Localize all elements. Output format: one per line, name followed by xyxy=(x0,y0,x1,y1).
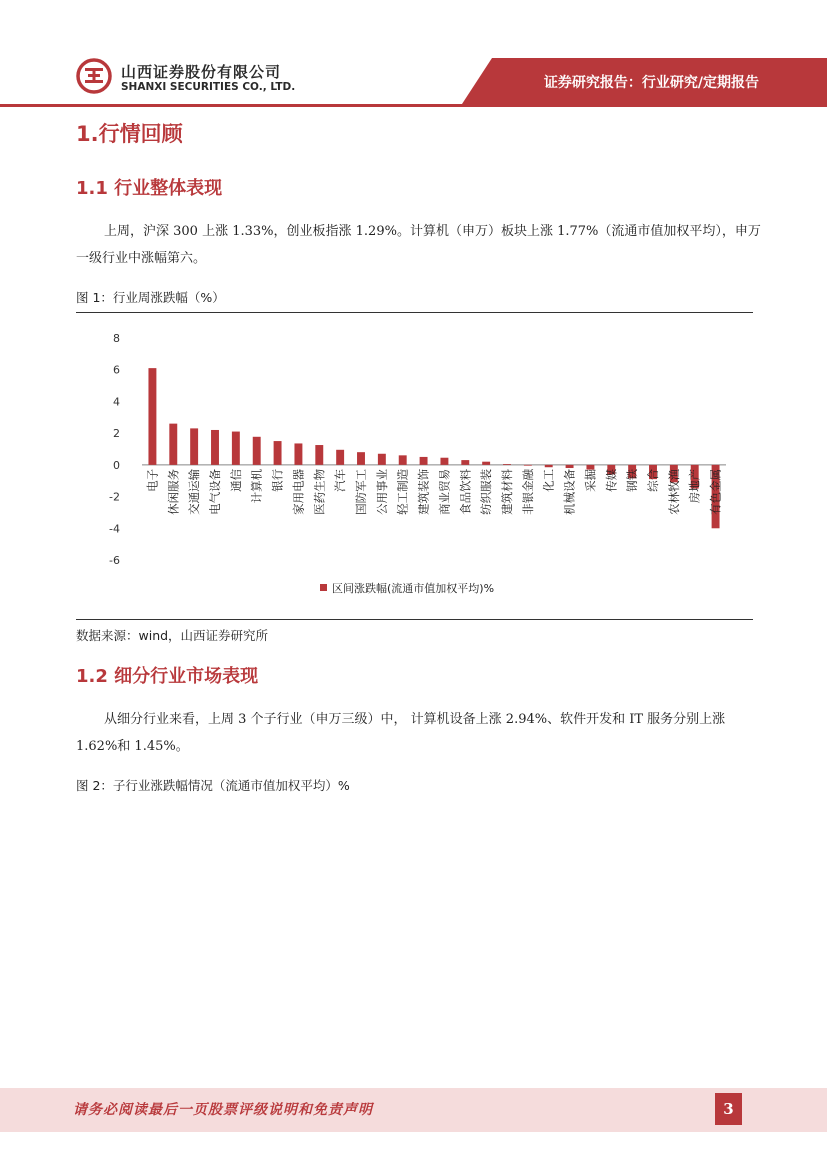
y-tick-label: -2 xyxy=(109,490,120,504)
bar-建筑装饰 xyxy=(420,457,428,465)
category-label: 房地产 xyxy=(687,468,702,504)
chart-category-labels xyxy=(145,468,722,514)
bar-机械设备 xyxy=(566,465,574,468)
company-logo-icon xyxy=(76,58,112,94)
bar-商业贸易 xyxy=(440,458,448,465)
chart-axis xyxy=(109,332,726,567)
category-label: 交通运输 xyxy=(187,468,202,515)
y-tick-label: -4 xyxy=(109,522,120,536)
category-label: 建筑材料 xyxy=(500,468,514,515)
header-divider xyxy=(0,104,827,107)
bar-纺织服装 xyxy=(482,462,490,465)
category-label: 医药生物 xyxy=(312,468,327,515)
category-label: 电气设备 xyxy=(208,468,222,515)
category-label: 化工 xyxy=(541,468,556,492)
category-label: 公用事业 xyxy=(374,468,389,515)
report-type: 证券研究报告：行业研究/定期报告 xyxy=(543,75,759,91)
bar-非银金融 xyxy=(524,465,532,466)
category-label: 纺织服装 xyxy=(479,468,494,515)
bar-电子 xyxy=(148,368,156,465)
chart-legend xyxy=(320,581,494,595)
y-tick-label: 8 xyxy=(113,332,120,345)
y-tick-label: 6 xyxy=(113,363,120,377)
category-label: 有色金属 xyxy=(708,468,723,515)
page-number: 3 xyxy=(715,1093,742,1125)
bar-银行 xyxy=(274,441,282,465)
y-tick-label: 0 xyxy=(113,458,120,472)
bar-国防军工 xyxy=(357,452,365,465)
category-label: 通信 xyxy=(228,468,243,492)
company-name-en: SHANXI SECURITIES CO., LTD. xyxy=(121,81,296,93)
figure-1-caption: 图 1：行业周涨跌幅（%） xyxy=(76,290,225,305)
bar-食品饮料 xyxy=(461,460,469,465)
subsection-title-2: 1.2 细分行业市场表现 xyxy=(76,666,259,687)
disclaimer-text: 请务必阅读最后一页股票评级说明和免责声明 xyxy=(73,1102,373,1118)
company-name-cn: 山西证券股份有限公司 xyxy=(121,63,282,81)
paragraph-1: 上周，沪深 300 上涨 1.33%，创业板指涨 1.29%。计算机（申万）板块上涨 1.77%（流通市值加权平均），申万一级行业中涨幅第六。 xyxy=(76,224,761,266)
category-label: 休闲服务 xyxy=(166,468,181,515)
page-header xyxy=(0,0,827,110)
bar-建筑材料 xyxy=(503,464,511,465)
legend-label: 区间涨跌幅(流通市值加权平均)% xyxy=(332,582,495,595)
bar-汽车 xyxy=(336,450,344,465)
figure-1-bottom-rule xyxy=(76,619,753,620)
figure-1-source: 数据来源：wind，山西证券研究所 xyxy=(76,628,269,643)
bar-家用电器 xyxy=(294,443,302,464)
category-label: 国防军工 xyxy=(354,468,368,515)
category-label: 食品饮料 xyxy=(458,468,473,515)
category-label: 电子 xyxy=(145,468,160,492)
y-tick-label: 4 xyxy=(113,395,120,409)
y-tick-label: 2 xyxy=(113,427,120,441)
category-label: 传媒 xyxy=(604,468,619,492)
bar-电气设备 xyxy=(211,430,219,465)
figure-2-caption: 图 2：子行业涨跌幅情况（流通市值加权平均）% xyxy=(76,778,350,793)
bar-公用事业 xyxy=(378,454,386,465)
industry-weekly-change-chart xyxy=(76,316,753,616)
bar-通信 xyxy=(232,432,240,465)
category-label: 采掘 xyxy=(583,468,598,492)
category-label: 银行 xyxy=(270,468,285,492)
bar-化工 xyxy=(545,465,553,467)
category-label: 机械设备 xyxy=(562,468,577,515)
category-label: 非银金融 xyxy=(520,468,535,515)
category-label: 轻工制造 xyxy=(395,468,410,515)
legend-swatch xyxy=(320,584,327,591)
bar-医药生物 xyxy=(315,445,323,465)
category-label: 家用电器 xyxy=(291,468,306,515)
y-tick-label: -6 xyxy=(109,554,120,567)
subsection-title-1: 1.1 行业整体表现 xyxy=(76,178,223,199)
chart-bars xyxy=(148,368,719,528)
category-label: 商业贸易 xyxy=(437,468,452,515)
category-label: 汽车 xyxy=(333,468,348,492)
paragraph-2: 从细分行业来看，上周 3 个子行业（申万三级）中， 计算机设备上涨 2.94%、软件开发和 IT 服务分别上涨 1.62%和 1.45%。 xyxy=(76,712,726,754)
bar-轻工制造 xyxy=(399,455,407,465)
category-label: 综合 xyxy=(646,468,660,492)
bar-交通运输 xyxy=(190,428,198,464)
category-label: 农林牧渔 xyxy=(666,468,681,515)
category-label: 钢铁 xyxy=(625,468,640,492)
category-label: 建筑装饰 xyxy=(416,468,431,515)
bar-计算机 xyxy=(253,437,261,465)
section-title: 1.行情回顾 xyxy=(76,122,183,146)
category-label: 计算机 xyxy=(249,468,264,504)
bar-休闲服务 xyxy=(169,424,177,465)
figure-1-top-rule xyxy=(76,312,753,313)
